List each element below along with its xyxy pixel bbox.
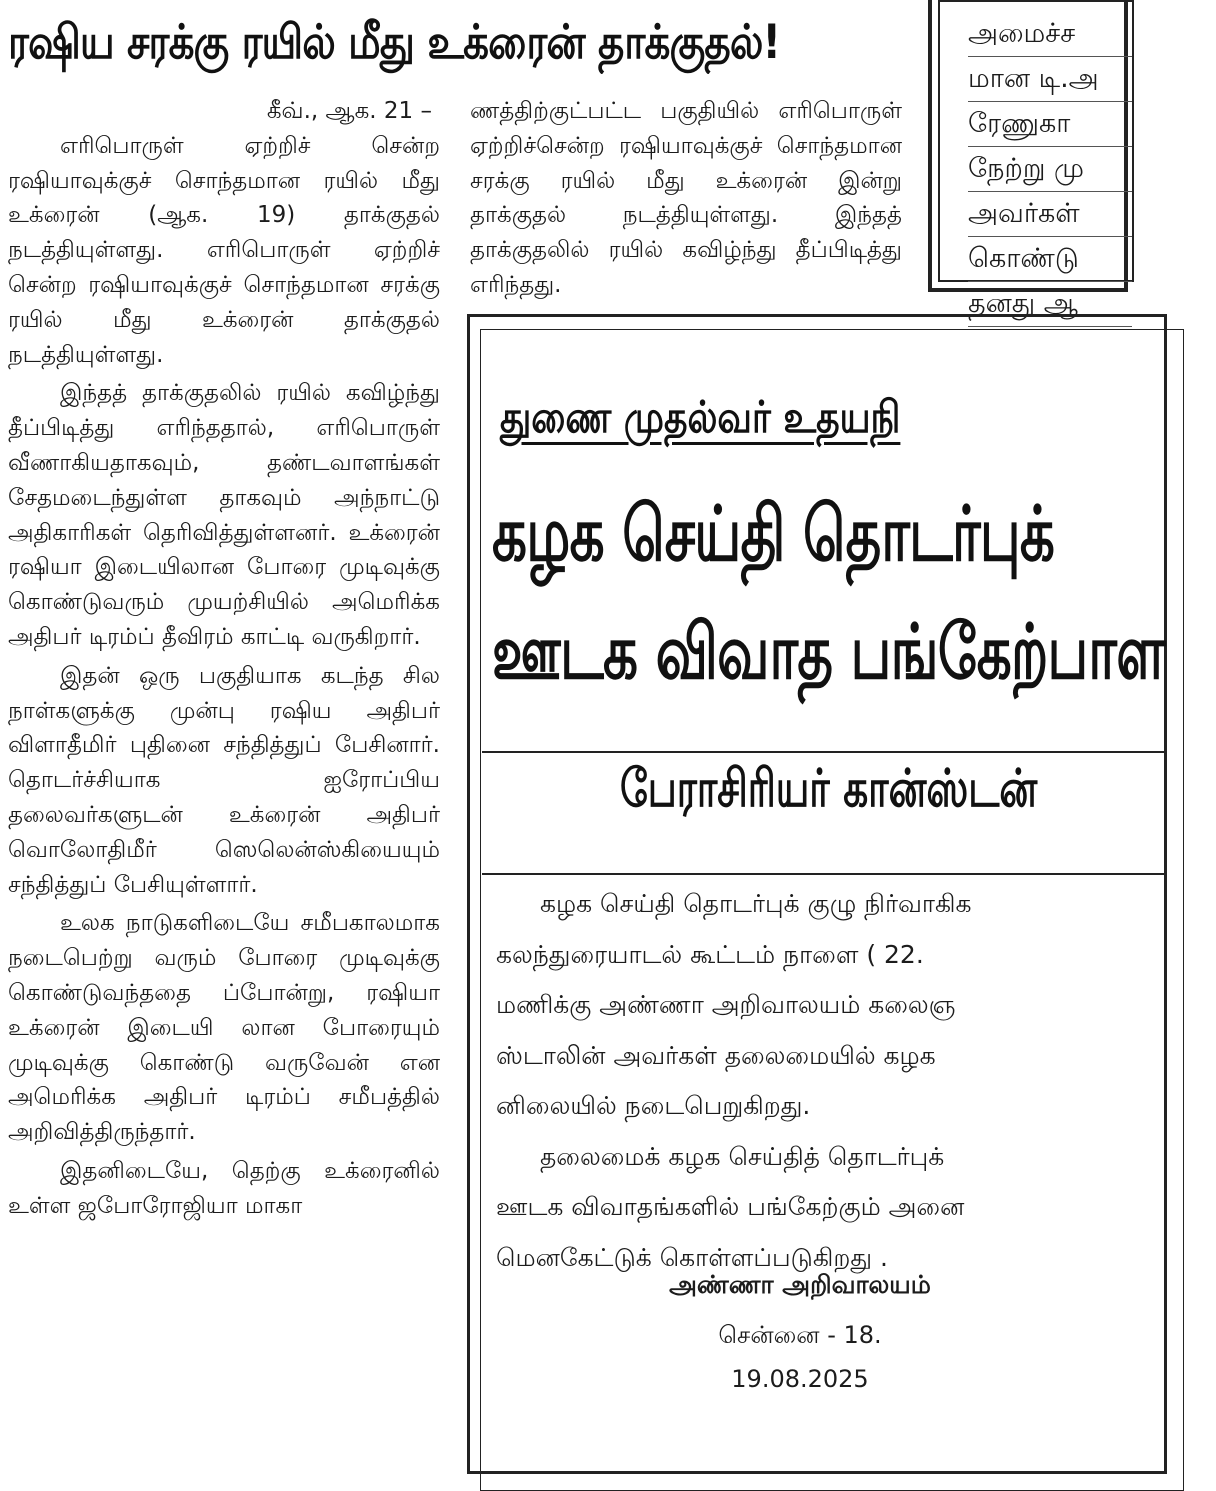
announcement-body-line: கலந்துரையாடல் கூட்டம் நாளை ( 22. [496,939,924,969]
announcement-body-line: னிலையில் நடைபெறுகிறது. [496,1091,811,1120]
announcement-box [467,314,1167,1474]
dateline: கீவ்., ஆக. 21 – [266,98,432,124]
side-news-line: மான டி.அ [968,57,1132,102]
side-news-line: தனது ஆ [968,282,1132,327]
signature-city: சென்னை - 18. [718,1321,882,1349]
announcement-body-line: மெனகேட்டுக் கொள்ளப்படுகிறது . [496,1242,888,1272]
side-news-line: அவர்கள் [968,192,1132,237]
article-paragraph: எரிபொருள் ஏற்றிச் சென்ற ரஷியாவுக்குச் சொந்தமான ரயில் மீது உக்ரைன் (ஆக. 19) தாக்குதல் நடத்தியுள்ளது. எரிபொருள் ஏற்றிச் சென்ற ரஷியாவுக்குச் சொந்தமான சரக்கு ரயில் மீது உக்ரைன் தாக்குதல் நடத்தியுள்ளது. [8,132,440,368]
divider [482,751,1164,753]
divider [482,873,1164,875]
announcement-body-line: மணிக்கு அண்ணா அறிவாலயம் கலைஞ [496,990,956,1019]
announcement-subheading: துணை முதல்வர் உதயநி [500,392,901,443]
announcement-body-line: கழக செய்தி தொடர்புக் குழு நிர்வாகிக [540,889,972,918]
announcement-speaker: பேராசிரியர் கான்ஸ்டன் [620,759,1038,819]
announcement-body-line: ஊடக விவாதங்களில் பங்கேற்கும் அனை [496,1192,965,1221]
announcement-body [496,879,1216,1283]
side-news-line: நேற்று மு [968,147,1132,192]
article-paragraph: இதனிடையே, தெற்கு உக்ரைனில் உள்ள ஜபோரோஜியா மாகா [8,1157,440,1219]
article-paragraph: இதன் ஒரு பகுதியாக கடந்த சில நாள்களுக்கு முன்பு ரஷிய அதிபர் விளாதீமிர் புதினை சந்தித்துப் பேசினார். தொடர்ச்சியாக ஐரோப்பிய தலைவர்களுடன் உக்ரைன் அதிபர் வொலோதிமீர் ஸெலென்ஸ்கியையும் சந்தித்துப் பேசியுள்ளார். [8,662,440,898]
signature-date: 19.08.2025 [731,1365,869,1393]
signature-organization: அண்ணா அறிவாலயம் [669,1270,931,1299]
article-continuation: ணத்திற்குட்பட்ட பகுதியில் எரிபொருள் ஏற்றிச்சென்ற ரஷியாவுக்குச் சொந்தமான சரக்கு ரயில் மீது உக்ரைன் இன்று தாக்குதல் நடத்தியுள்ளது. இந்தத் தாக்குதலில் ரயில் கவிழ்ந்து தீப்பிடித்து எரிந்தது. [470,98,902,298]
headline: ரஷிய சரக்கு ரயில் மீது உக்ரைன் தாக்குதல்! [8,15,781,70]
side-news-line: அமைச்ச [968,12,1132,57]
side-news-box-frame [938,0,1134,319]
announcement-title-line-2: ஊடக விவாத பங்கேற்பாள [492,607,1165,696]
side-news-line: கொண்டு [968,237,1132,282]
side-news-box [928,0,1128,319]
article-paragraph: இந்தத் தாக்குதலில் ரயில் கவிழ்ந்து தீப்பிடித்து எரிந்ததால், எரிபொருள் வீணாகியதாகவும், தண்டவாளங்கள் சேதமடைந்துள்ள தாகவும் அந்நாட்டு அதிகாரிகள் தெரிவித்துள்ளனர். உக்ரைன் ரஷியா இடையிலான போரை முடிவுக்கு கொண்டுவரும் முயற்சியில் அமெரிக்க அதிபர் டிரம்ப் தீவிரம் காட்டி வருகிறார். [8,380,440,650]
announcement-body-line: தலைமைக் கழக செய்தித் தொடர்புக் [540,1141,945,1171]
article-column-2 [470,94,902,303]
announcement-title-line-1: கழக செய்தி தொடர்புக் [492,489,1055,578]
article-paragraph: உலக நாடுகளிடையே சமீபகாலமாக நடைபெற்று வரும் போரை முடிவுக்கு கொண்டுவந்ததை ப்போன்று, ரஷியா உக்ரைன் இடையி லான போரையும் முடிவுக்கு கொண்டு வருவேன் என அமெரிக்க அதிபர் டிரம்ப் சமீபத்தில் அறிவித்திருந்தார். [8,910,440,1146]
article-column-1 [8,94,440,1224]
announcement-body-line: ஸ்டாலின் அவர்கள் தலைமையில் கழக [496,1040,936,1070]
side-news-line: ரேணுகா [968,102,1132,147]
